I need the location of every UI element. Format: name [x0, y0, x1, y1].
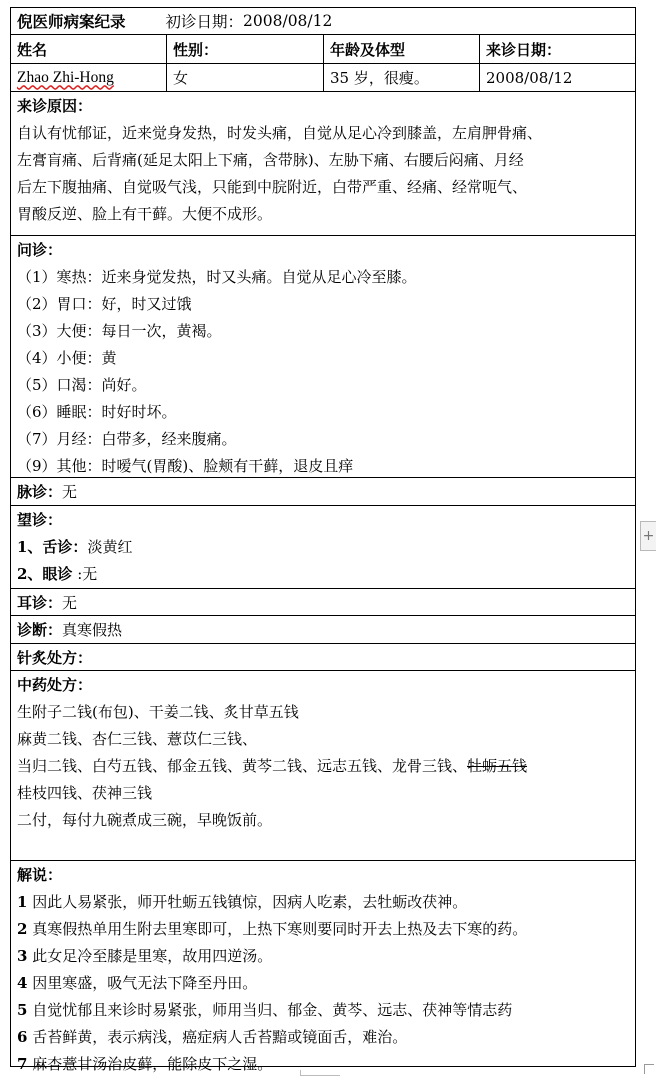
pulse-value: 无 [62, 483, 78, 501]
age-build-value: 35 岁，很瘦。 [324, 64, 480, 91]
item-number: 2 [17, 920, 28, 938]
item-text: 因里寒盛，吸气无法下降至丹田。 [32, 974, 258, 992]
item-text: 舌苔鲜黄，表示病浅，癌症病人舌苔黯或镜面舌，难治。 [32, 1028, 408, 1046]
page-break-mark [300, 1070, 340, 1076]
inspection-heading: 望诊： [17, 511, 63, 529]
herbal-line: 麻黄二钱、杏仁三钱、薏苡仁三钱、 [17, 730, 258, 748]
reason-heading: 来诊原因： [17, 97, 93, 115]
first-visit-date: 2008/08/12 [243, 12, 333, 30]
ear-value: 无 [62, 594, 78, 612]
tongue-value: 淡黄红 [87, 538, 133, 556]
diagnosis-section [11, 616, 635, 644]
item-number: 4 [17, 974, 28, 992]
item-text: 真寒假热单用生附去里寒即可，上热下寒则要同时开去上热及去下寒的药。 [32, 920, 528, 938]
item-number: 7 [17, 1055, 28, 1073]
inquiry-heading: 问诊： [17, 241, 63, 259]
pulse-heading: 脉诊： [17, 483, 63, 501]
gender-label: 性别： [167, 35, 324, 63]
record-header [11, 8, 635, 35]
explanation-item [17, 916, 629, 943]
item-number: 3 [17, 947, 28, 965]
acupuncture-section [11, 644, 635, 671]
explanation-heading: 解说： [17, 866, 63, 884]
info-label-row [11, 35, 635, 64]
herbal-line: 桂枝四钱、茯神三钱 [17, 784, 153, 802]
expand-plus-icon[interactable]: + [640, 521, 656, 551]
reason-line: 后左下腹抽痛、自觉吸气浅，只能到中脘附近，白带严重、经痛、经常呃气、 [17, 178, 528, 196]
item-number: 6 [17, 1028, 28, 1046]
explanation-item [17, 889, 629, 916]
herbal-section [11, 671, 635, 861]
reason-line: 左膏肓痛、后背痛(延足太阳上下痛，含带脉)、左胁下痛、右腰后闷痛、月经 [17, 151, 524, 169]
page-corner-mark [644, 1064, 654, 1074]
explanation-item [17, 997, 629, 1024]
record-title: 倪医师病案纪录 [17, 12, 126, 31]
tongue-label: 1、舌诊： [17, 538, 88, 556]
reason-line: 自认有忧郁证，近来觉身发热，时发头痛，自觉从足心冷到膝盖，左肩胛骨痛、 [17, 124, 543, 142]
inquiry-item: （5）口渴：尚好。 [17, 376, 147, 394]
visit-date-label: 来诊日期： [486, 40, 562, 59]
explanation-section [11, 861, 635, 1073]
inquiry-item: （2）胃口：好，时又过饿 [17, 295, 192, 313]
name-label: 姓名 [11, 35, 167, 63]
inquiry-item: （3）大便：每日一次，黄褐。 [17, 322, 222, 340]
info-value-row [11, 64, 635, 92]
diagnosis-value: 真寒假热 [62, 621, 123, 639]
inquiry-item: （4）小便：黄 [17, 349, 117, 367]
item-text: 此女足冷至膝是里寒，故用四逆汤。 [32, 947, 273, 965]
gender-value: 女 [167, 64, 324, 91]
item-number: 5 [17, 1001, 28, 1019]
herbal-line-text: 当归二钱、白芍五钱、郁金五钱、黄芩二钱、远志五钱、龙骨三钱、 [17, 757, 468, 775]
item-number: 1 [17, 893, 28, 911]
eye-value: :无 [72, 565, 98, 583]
inquiry-section [11, 236, 635, 478]
item-text: 因此人易紧张，师开牡蛎五钱镇惊，因病人吃素，去牡蛎改茯神。 [32, 893, 468, 911]
herbal-line: 生附子二钱(布包)、干姜二钱、炙甘草五钱 [17, 703, 299, 721]
item-text: 麻杏薏甘汤治皮藓，能除皮下之湿。 [32, 1055, 273, 1073]
inquiry-item: （6）睡眠：时好时坏。 [17, 403, 177, 421]
visit-date-value: 2008/08/12 [486, 68, 573, 87]
eye-label: 2、眼诊 [17, 565, 73, 583]
herbal-heading: 中药处方： [17, 676, 93, 694]
ear-heading: 耳诊： [17, 594, 63, 612]
ear-section [11, 589, 635, 616]
herbal-instructions: 二付，每付九碗煮成三碗，早晚饭前。 [17, 811, 273, 829]
struck-herb: 牡蛎五钱 [467, 757, 528, 775]
diagnosis-heading: 诊断： [17, 621, 63, 639]
age-build-label: 年龄及体型 [324, 35, 480, 63]
reason-line: 胃酸反逆、脸上有干藓。大便不成形。 [17, 205, 273, 223]
inquiry-item: （7）月经：白带多，经来腹痛。 [17, 430, 237, 448]
first-visit-label: 初诊日期： [165, 13, 244, 31]
patient-name: Zhao Zhi-Hong [17, 68, 114, 86]
herbal-line [17, 753, 629, 780]
inquiry-item: （9）其他：时嗳气(胃酸)、脸颊有干藓，退皮且痒 [17, 457, 354, 475]
reason-section [11, 92, 635, 236]
inspection-section [11, 506, 635, 589]
item-text: 自觉忧郁且来诊时易紧张，师用当归、郁金、黄芩、远志、茯神等情志药 [32, 1001, 513, 1019]
acupuncture-heading: 针炙处方： [17, 649, 93, 667]
inquiry-item: （1）寒热：近来身觉发热，时又头痛。自觉从足心冷至膝。 [17, 268, 417, 286]
explanation-item [17, 943, 629, 970]
explanation-item [17, 1024, 629, 1051]
name-cell [11, 64, 167, 91]
explanation-item [17, 970, 629, 997]
case-record-table [10, 7, 636, 1073]
pulse-section [11, 478, 635, 506]
